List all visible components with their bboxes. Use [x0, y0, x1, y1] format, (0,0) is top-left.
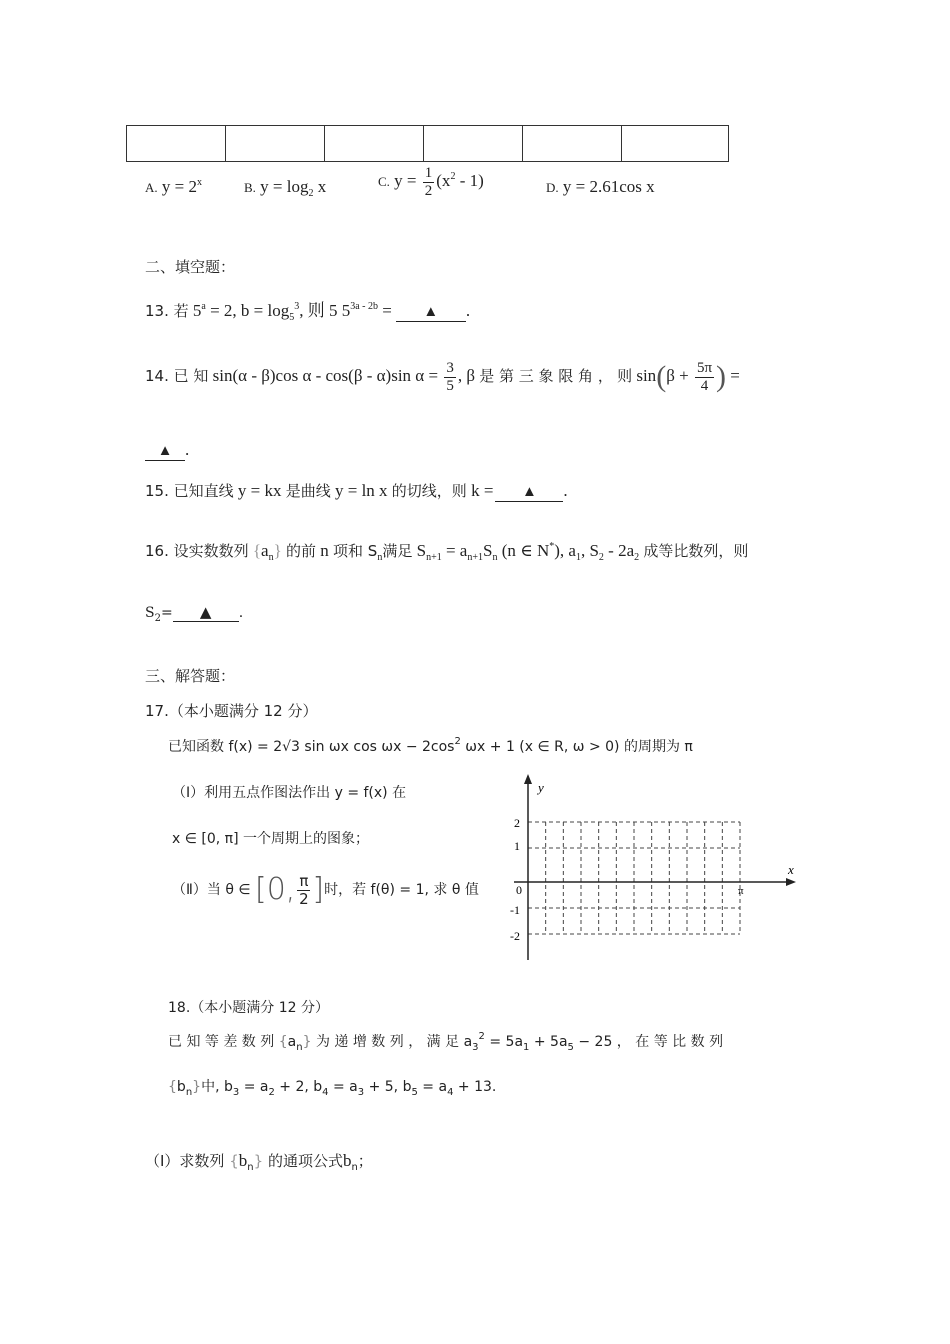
q18-l2esub: 3: [357, 1087, 365, 1098]
q14-answer-line: [145, 440, 189, 461]
q16-t2sub: n: [377, 552, 383, 563]
option-b-label: B.: [244, 180, 256, 195]
q17-frac: [297, 873, 310, 907]
q16-t2: 项和 S: [333, 542, 378, 560]
option-a-expr: y = 2: [161, 177, 197, 196]
q17-part1b: x ∈ [0, π] 一个周期上的图象；: [172, 831, 369, 847]
q18-l2asub: n: [185, 1087, 193, 1098]
paren-right: ): [716, 360, 727, 393]
q13-e1: 5: [192, 301, 202, 320]
q14-number: 14. 已 知: [145, 367, 209, 385]
q18-l2fsub: 5: [411, 1087, 418, 1098]
q18-l1f: − 25 ，: [573, 1034, 631, 1050]
option-b-sub: 2: [308, 188, 314, 199]
q16-expr: S: [416, 541, 427, 560]
option-c-exp: 2: [450, 170, 456, 182]
q18-p1end: ；: [357, 1152, 373, 1170]
q14-sin: sin: [636, 366, 657, 385]
frac-num: π: [299, 872, 309, 890]
frac-den: 2: [424, 182, 433, 199]
q15-e1: y = kx: [237, 481, 282, 500]
q13-e2: = 2, b = log: [205, 301, 290, 320]
q13-e1sup: a: [201, 301, 206, 312]
q18-l1e: + 5a: [529, 1034, 568, 1050]
q16-expr3: S: [482, 541, 493, 560]
q18-l2gsub: 4: [447, 1087, 454, 1098]
q16-t1: 的前: [286, 542, 317, 560]
q13-answer-blank[interactable]: [396, 301, 466, 322]
q18-l2bsub: 3: [232, 1087, 240, 1098]
answer-triangle-icon: ▲: [199, 603, 212, 621]
q17-p2a: （Ⅱ）当 θ ∈: [172, 882, 251, 898]
tick-label-neg2: -2: [510, 929, 520, 943]
q16-s6sub: 2: [598, 552, 604, 563]
q14-tail: , β: [457, 366, 475, 385]
q16-s2sub: n+1: [467, 552, 483, 563]
q18-l1csub: 3: [472, 1042, 479, 1053]
q18-p1c: b: [342, 1151, 352, 1170]
q14-eq: =: [730, 366, 740, 385]
q15-e2: y = ln x: [334, 481, 388, 500]
q17-part1a: （Ⅰ）利用五点作图法作出 y = f(x) 在: [172, 785, 407, 801]
q16-answer-blank[interactable]: [173, 603, 239, 622]
q18-l2e: = a: [328, 1079, 358, 1095]
q16-n: n: [320, 541, 329, 560]
q15-end: .: [563, 481, 568, 500]
answer-triangle-icon: ▲: [157, 443, 173, 459]
q17-part2: [172, 872, 479, 907]
q18-part1: （Ⅰ）求数列 $\{b_n\}$ 的通项公式$b_n$；: [145, 1151, 373, 1173]
q13-end: .: [465, 301, 471, 320]
option-a-exp: x: [196, 177, 202, 188]
q13-e2sub: 5: [289, 312, 295, 323]
q17-header: 17.（本小题满分 12 分）: [145, 702, 318, 720]
q14-end: .: [185, 440, 190, 459]
q13-number: 13. 若: [145, 302, 189, 320]
q18-header: 18.（本小题满分 12 分）: [168, 1000, 329, 1016]
q18-line2: $\{b_n\}$中, $b_3 = a_2 + 2$, $b_4 = a_3 + 5$, $b_5 = a_4 + 13$.: [168, 1079, 497, 1098]
q18-l2h: + 13.: [453, 1079, 497, 1095]
q16-s5sub: 1: [575, 552, 581, 563]
q13-e4sup: 3a - 2b: [350, 301, 379, 312]
q17-p2b: 时，若 f(θ) = 1, 求 θ 值: [324, 882, 479, 898]
q13-e5: =: [378, 301, 392, 320]
q17-stem-b: ωx + 1 (x ∈ R, ω > 0) 的周期为 π: [460, 739, 693, 755]
q14-answer-blank[interactable]: [145, 440, 185, 461]
q15-e3: k =: [471, 481, 494, 500]
option-b-tail: x: [313, 177, 327, 196]
origin-label: 0: [516, 883, 522, 897]
q16-s2label: S: [145, 605, 155, 621]
answer-table: [126, 125, 729, 162]
q16-t3: 满足: [382, 542, 413, 560]
question-13: [145, 296, 470, 323]
q15-t2: 的切线，则: [391, 482, 467, 500]
q18-p1seq: b: [238, 1151, 248, 1170]
option-c: [378, 165, 484, 199]
option-c-label: C.: [378, 173, 390, 189]
frac-den: 4: [700, 377, 709, 394]
q18-l1dsub: 1: [523, 1042, 530, 1053]
tick-label-2: 2: [514, 816, 520, 830]
q16-t4: 成等比数列，则: [643, 542, 749, 560]
q16-seq: a: [261, 541, 269, 560]
answer-cell: [325, 126, 424, 162]
q13-e4: 5: [341, 301, 351, 320]
y-axis-label: y: [538, 780, 544, 795]
y-axis-arrow-icon: [524, 774, 532, 784]
q18-line1: 已 知 等 差 数 列 $\{a_n\}$ 为 递 增 数 列 ， 满 足 $a_3^2 = 5a_1 + 5a_5 - 25$ ， 在 等 比 数 列: [168, 1031, 724, 1053]
answer-cell: [424, 126, 523, 162]
frac-den: 2: [299, 889, 309, 908]
q16-expr2: = a: [441, 541, 468, 560]
q16-seqsub: n: [268, 552, 274, 563]
q16-s2sub: 2: [154, 613, 161, 624]
q18-l2g: = a: [417, 1079, 448, 1095]
q18-l1a: 已 知 等 差 数 列: [168, 1034, 275, 1050]
q18-p1: （Ⅰ）求数列: [145, 1152, 225, 1170]
q14-beta: β +: [666, 366, 689, 385]
q18-p1sub: n: [247, 1162, 254, 1173]
q16-s7sub: 2: [634, 552, 640, 563]
q16-expr6: , S: [580, 541, 599, 560]
q18-l2c: = a: [239, 1079, 269, 1095]
section-heading-fill: 二、填空题：: [145, 258, 236, 276]
q18-l2a: b: [176, 1079, 186, 1095]
q18-l2b: 中, b: [201, 1079, 233, 1095]
q18-l1esub: 5: [567, 1042, 574, 1053]
q18-l2d: + 2, b: [274, 1079, 323, 1095]
q17-stem-sup: 2: [454, 736, 461, 747]
q16-expr7: - 2a: [603, 541, 635, 560]
q18-l1b: 为 递 增 数 列 ， 满 足: [315, 1034, 460, 1050]
q13-e2sup: 3: [294, 301, 300, 312]
q16-expr5: ), a: [554, 541, 576, 560]
frac-num: 5π: [696, 360, 713, 377]
question-14: [145, 360, 740, 394]
pi-label: π: [738, 885, 744, 897]
q13-e3: , 则 5: [299, 301, 338, 320]
q16-expr4: (n ∈ N: [497, 541, 550, 560]
option-d: [546, 177, 655, 197]
q16-expr4sup: *: [549, 541, 555, 552]
answer-cell: [622, 126, 729, 162]
option-c-frac: [423, 165, 435, 199]
section-heading-solve: 三、解答题：: [145, 667, 236, 685]
q15-answer-blank[interactable]: [495, 481, 563, 502]
tick-label-1: 1: [514, 839, 520, 853]
answer-cell: [226, 126, 325, 162]
x-axis-label: x: [788, 862, 794, 877]
frac-num: 1: [424, 165, 433, 181]
q17-stem: [168, 736, 693, 756]
option-c-expr: y =: [394, 170, 417, 190]
option-a-label: A.: [145, 180, 158, 195]
q14-expr: sin(α - β)cos α - cos(β - α)sin α =: [212, 366, 439, 385]
q16-s2eq: =: [160, 605, 173, 621]
q16-answer-line: [145, 603, 243, 624]
q14-frac2: [695, 360, 714, 394]
q18-p1b: 的通项公式: [267, 1152, 343, 1170]
paren-left: (: [656, 360, 667, 393]
question-15: [145, 480, 568, 502]
question-16: 16. 设实数数列 $\{a_n\}$ 的前 n 项和 $S_n$满足 $S_{n+1} = a_{n+1}S_n$ (n ∈ N*), $a_1$, $S_2 - 2a_2$ 成等比数列，则: [145, 541, 749, 563]
option-d-label: D.: [546, 180, 559, 195]
answer-cell: [127, 126, 226, 162]
tick-label-neg1: -1: [510, 903, 520, 917]
q18-l1csup: 2: [478, 1031, 485, 1042]
q14-then: 则: [617, 367, 633, 385]
answer-cell: [523, 126, 622, 162]
q14-frac: [444, 360, 456, 394]
option-a: [145, 177, 202, 197]
q15-number: 15. 已知直线: [145, 482, 234, 500]
option-d-expr: y = 2.61cos x: [562, 177, 655, 196]
q18-l2dsub: 4: [322, 1087, 329, 1098]
q16-number: 16. 设实数数列: [145, 542, 249, 560]
q16-s3sub: n: [492, 552, 498, 563]
q16-end: .: [238, 605, 244, 621]
q16-s1sub: n+1: [426, 552, 442, 563]
frac-den: 5: [446, 377, 454, 394]
q18-seqsub: n: [296, 1042, 303, 1053]
option-c-tail2: - 1): [455, 170, 484, 190]
option-b: [244, 177, 326, 199]
frac-num: 3: [446, 360, 454, 377]
answer-triangle-icon: ▲: [423, 304, 439, 320]
q18-l2f: + 5, b: [364, 1079, 412, 1095]
q15-t1: 是曲线: [285, 482, 331, 500]
answer-triangle-icon: ▲: [521, 484, 537, 500]
q14-text: 是 第 三 象 限 角 ，: [479, 367, 613, 385]
q18-p1csub: n: [351, 1162, 358, 1173]
x-axis-arrow-icon: [786, 878, 796, 886]
q18-l1c: a: [463, 1034, 473, 1050]
option-b-expr: y = log: [260, 177, 309, 196]
q18-seq: a: [287, 1034, 297, 1050]
q18-l2csub: 2: [268, 1087, 275, 1098]
q18-l1d: = 5a: [484, 1034, 524, 1050]
option-c-tail: (x: [436, 170, 451, 190]
coordinate-grid: [490, 770, 810, 965]
q17-p2post: ]: [312, 872, 325, 907]
q17-stem-a: 已知函数 f(x) = 2√3 sin ωx cos ωx − 2cos: [168, 739, 455, 755]
q18-l1g: 在 等 比 数 列: [635, 1034, 724, 1050]
q17-p2pre: [0,: [255, 872, 296, 907]
